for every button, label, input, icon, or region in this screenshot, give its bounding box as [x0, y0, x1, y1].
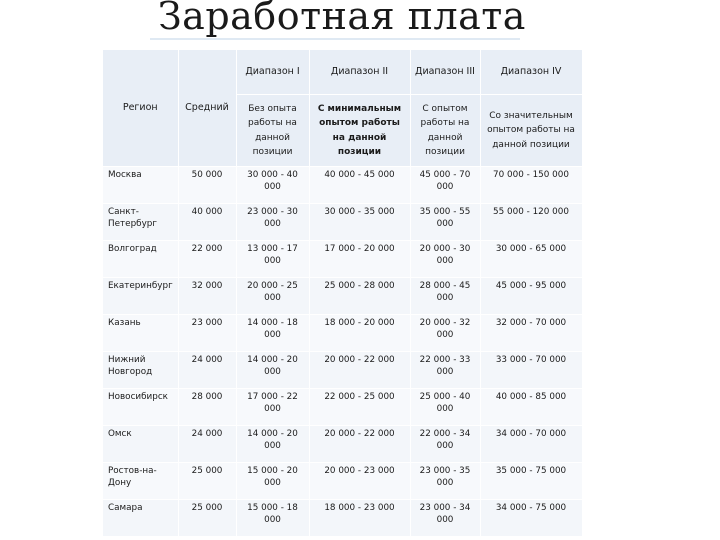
cell-range-3: 20 000 - 32 000	[410, 315, 480, 352]
cell-average: 24 000	[178, 352, 236, 389]
header-range-1-desc: Без опыта работы на данной позиции	[236, 95, 309, 167]
cell-range-1: 15 000 - 20 000	[236, 463, 309, 500]
cell-range-2: 22 000 - 25 000	[309, 389, 410, 426]
table-row	[103, 463, 582, 500]
cell-average: 23 000	[178, 315, 236, 352]
cell-region: Санкт-Петербург	[103, 204, 178, 241]
slide-title: Заработная плата	[158, 0, 526, 38]
cell-range-3: 23 000 - 35 000	[410, 463, 480, 500]
cell-range-1: 13 000 - 17 000	[236, 241, 309, 278]
header-range-1: Диапазон I	[236, 50, 309, 95]
header-range-4: Диапазон IV	[480, 50, 582, 95]
cell-range-1: 23 000 - 30 000	[236, 204, 309, 241]
cell-region: Казань	[103, 315, 178, 352]
header-average: Средний	[178, 50, 236, 167]
cell-range-3: 22 000 - 34 000	[410, 426, 480, 463]
cell-average: 50 000	[178, 167, 236, 204]
cell-range-2: 20 000 - 22 000	[309, 352, 410, 389]
cell-region: Самара	[103, 500, 178, 537]
table-row	[103, 426, 582, 463]
cell-range-1: 15 000 - 18 000	[236, 500, 309, 537]
cell-range-3: 45 000 - 70 000	[410, 167, 480, 204]
table-row	[103, 167, 582, 204]
cell-range-3: 25 000 - 40 000	[410, 389, 480, 426]
cell-range-4: 32 000 - 70 000	[480, 315, 582, 352]
cell-range-3: 22 000 - 33 000	[410, 352, 480, 389]
cell-range-1: 17 000 - 22 000	[236, 389, 309, 426]
title-underline	[150, 38, 520, 40]
salary-table-container	[103, 50, 582, 525]
cell-range-1: 14 000 - 20 000	[236, 352, 309, 389]
cell-average: 25 000	[178, 463, 236, 500]
header-range-2-desc: С минимальным опытом работы на данной позиции	[309, 95, 410, 167]
cell-range-3: 20 000 - 30 000	[410, 241, 480, 278]
cell-region: Волгоград	[103, 241, 178, 278]
cell-range-4: 30 000 - 65 000	[480, 241, 582, 278]
cell-average: 40 000	[178, 204, 236, 241]
cell-range-2: 30 000 - 35 000	[309, 204, 410, 241]
cell-average: 28 000	[178, 389, 236, 426]
cell-range-2: 20 000 - 22 000	[309, 426, 410, 463]
cell-region: Екатеринбург	[103, 278, 178, 315]
cell-region: Ростов-на-Дону	[103, 463, 178, 500]
cell-range-3: 28 000 - 45 000	[410, 278, 480, 315]
cell-range-4: 45 000 - 95 000	[480, 278, 582, 315]
cell-range-4: 40 000 - 85 000	[480, 389, 582, 426]
cell-range-3: 35 000 - 55 000	[410, 204, 480, 241]
cell-range-4: 35 000 - 75 000	[480, 463, 582, 500]
header-range-3-desc: С опытом работы на данной позиции	[410, 95, 480, 167]
cell-region: Новосибирск	[103, 389, 178, 426]
header-range-4-desc: Со значительным опытом работы на данной позиции	[480, 95, 582, 167]
cell-region: Нижний Новгород	[103, 352, 178, 389]
cell-range-2: 25 000 - 28 000	[309, 278, 410, 315]
cell-range-4: 34 000 - 75 000	[480, 500, 582, 537]
salary-table	[103, 50, 583, 537]
table-row	[103, 204, 582, 241]
table-row	[103, 278, 582, 315]
table-row	[103, 500, 582, 537]
cell-range-4: 70 000 - 150 000	[480, 167, 582, 204]
cell-range-4: 34 000 - 70 000	[480, 426, 582, 463]
cell-range-4: 33 000 - 70 000	[480, 352, 582, 389]
header-range-3: Диапазон III	[410, 50, 480, 95]
cell-range-1: 14 000 - 20 000	[236, 426, 309, 463]
header-row-ranges	[103, 50, 582, 95]
cell-range-2: 18 000 - 23 000	[309, 500, 410, 537]
table-row	[103, 315, 582, 352]
cell-range-1: 14 000 - 18 000	[236, 315, 309, 352]
cell-range-3: 23 000 - 34 000	[410, 500, 480, 537]
table-row	[103, 352, 582, 389]
cell-region: Москва	[103, 167, 178, 204]
cell-range-2: 40 000 - 45 000	[309, 167, 410, 204]
cell-average: 25 000	[178, 500, 236, 537]
cell-average: 24 000	[178, 426, 236, 463]
cell-average: 22 000	[178, 241, 236, 278]
cell-range-1: 30 000 - 40 000	[236, 167, 309, 204]
table-row	[103, 241, 582, 278]
table-row	[103, 389, 582, 426]
header-range-2: Диапазон II	[309, 50, 410, 95]
cell-range-2: 20 000 - 23 000	[309, 463, 410, 500]
cell-average: 32 000	[178, 278, 236, 315]
cell-range-2: 18 000 - 20 000	[309, 315, 410, 352]
cell-region: Омск	[103, 426, 178, 463]
cell-range-1: 20 000 - 25 000	[236, 278, 309, 315]
header-region: Регион	[103, 50, 178, 167]
cell-range-2: 17 000 - 20 000	[309, 241, 410, 278]
cell-range-4: 55 000 - 120 000	[480, 204, 582, 241]
